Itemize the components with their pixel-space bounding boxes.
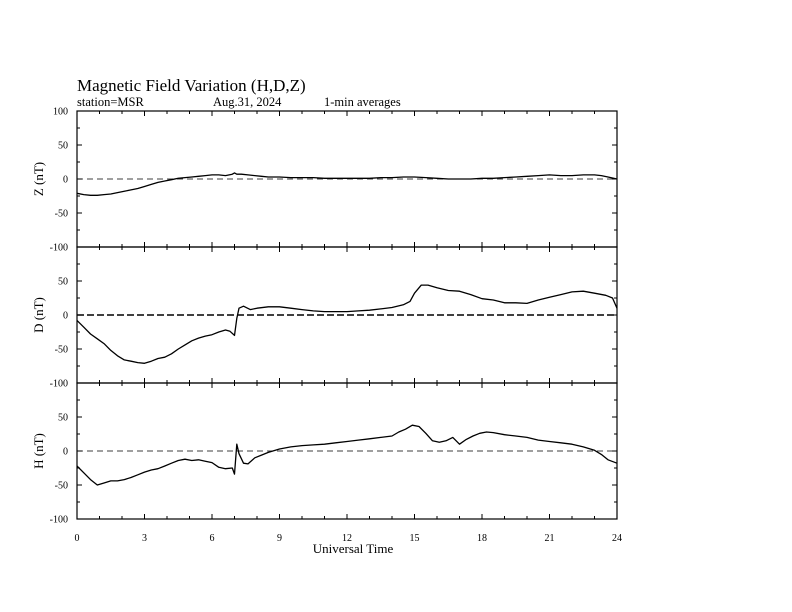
y-tick-label: 50 xyxy=(58,140,68,152)
y-tick-label: -50 xyxy=(54,208,68,220)
y-tick-label: -100 xyxy=(49,242,68,254)
y-tick-label: 100 xyxy=(53,106,68,118)
chart-title: Magnetic Field Variation (H,D,Z) xyxy=(77,76,306,95)
x-tick-label: 3 xyxy=(142,533,147,544)
x-tick-label: 9 xyxy=(277,533,282,544)
x-tick-label: 24 xyxy=(612,533,622,544)
x-axis-label: Universal Time xyxy=(312,541,394,556)
x-tick-label: 15 xyxy=(409,533,420,544)
y-tick-label: -100 xyxy=(49,378,68,390)
x-tick-label: 0 xyxy=(74,533,80,544)
x-tick-label: 21 xyxy=(544,533,555,544)
y-tick-label: 0 xyxy=(63,174,68,186)
averaging-label: 1-min averages xyxy=(324,95,401,109)
y-tick-label: 0 xyxy=(63,310,68,322)
y-tick-label: -50 xyxy=(54,344,68,356)
series-h-line xyxy=(77,425,617,485)
date-label: Aug.31, 2024 xyxy=(213,95,282,109)
y-axis-label-h: H (nT) xyxy=(31,433,46,469)
y-tick-label: -100 xyxy=(49,514,68,526)
station-label: station=MSR xyxy=(77,95,144,109)
y-axis-label-d: D (nT) xyxy=(31,297,46,333)
y-tick-label: -50 xyxy=(54,480,68,492)
x-tick-label: 18 xyxy=(477,533,487,544)
plot-layer xyxy=(31,107,622,545)
y-axis-label-z: Z (nT) xyxy=(31,161,46,197)
series-z-line xyxy=(77,173,617,195)
series-d-line xyxy=(77,285,617,363)
x-tick-label: 6 xyxy=(209,533,215,544)
y-tick-label: 50 xyxy=(58,412,68,424)
y-tick-label: 50 xyxy=(58,276,68,288)
y-tick-label: 0 xyxy=(63,446,68,458)
x-tick-label: 12 xyxy=(342,533,352,544)
